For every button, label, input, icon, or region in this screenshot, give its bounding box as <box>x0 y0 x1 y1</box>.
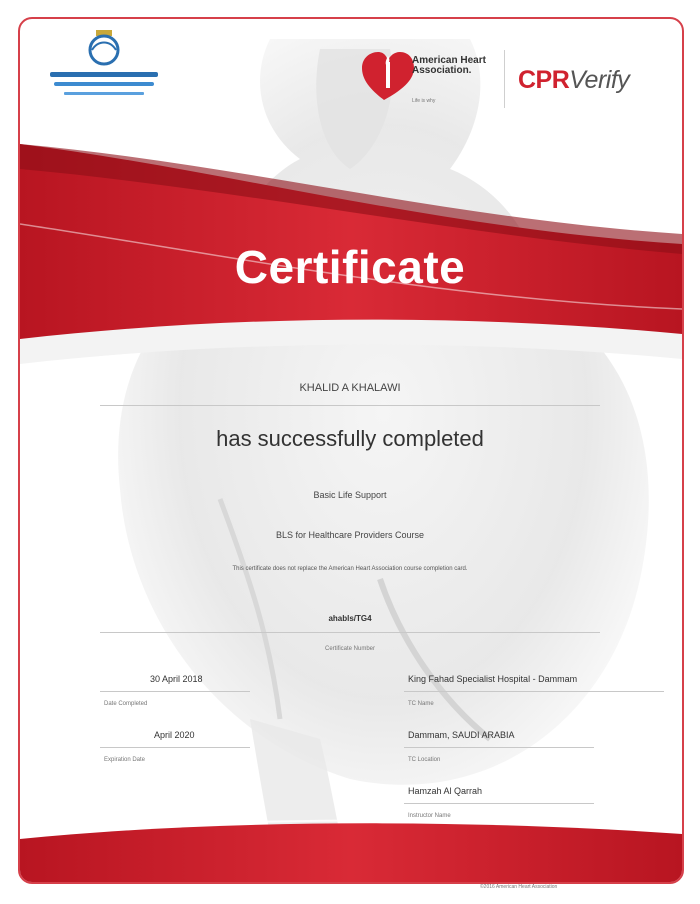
copyright-note: ©2016 American Heart Association <box>480 884 558 890</box>
instructor-underline <box>404 803 594 804</box>
logo-divider <box>504 50 505 108</box>
completion-statement: has successfully completed <box>216 426 484 451</box>
training-center-value: King Fahad Specialist Hospital - Dammam <box>408 674 578 684</box>
location-label: TC Location <box>408 757 441 763</box>
training-center-underline <box>404 691 664 692</box>
hospital-emblem-logo <box>40 20 168 115</box>
cprverify-logo <box>518 66 629 95</box>
instructor-label: Instructor Name <box>408 813 451 819</box>
certificate-number: ahabls/TG4 <box>328 614 372 623</box>
aha-name: American Heart Association. <box>412 55 486 76</box>
course-name: Basic Life Support <box>313 490 387 500</box>
date-completed-value: 30 April 2018 <box>150 674 203 684</box>
expiration-label: Expiration Date <box>104 757 146 763</box>
cpr-suffix: Verify <box>569 66 630 94</box>
location-underline <box>404 747 594 748</box>
location-value: Dammam, SAUDI ARABIA <box>408 730 515 740</box>
date-completed-underline <box>100 691 250 692</box>
disclaimer-text: This certificate does not replace the American Heart Association course completion card. <box>232 566 468 572</box>
expiration-underline <box>100 747 250 748</box>
course-detail: BLS for Healthcare Providers Course <box>275 530 425 540</box>
instructor-value: Hamzah Al Qarrah <box>408 786 483 796</box>
recipient-name: KHALID A KHALAWI <box>299 382 401 394</box>
date-completed-label: Date Completed <box>104 701 148 707</box>
cert-number-underline <box>100 632 600 633</box>
aha-tagline: Life is why <box>412 98 436 104</box>
recipient-underline <box>100 405 600 406</box>
cpr-prefix: CPR <box>518 66 570 94</box>
certificate-title: Certificate <box>234 241 466 293</box>
training-center-label: TC Name <box>408 701 434 707</box>
cert-number-label: Certificate Number <box>324 646 375 652</box>
expiration-value: April 2020 <box>154 730 195 740</box>
